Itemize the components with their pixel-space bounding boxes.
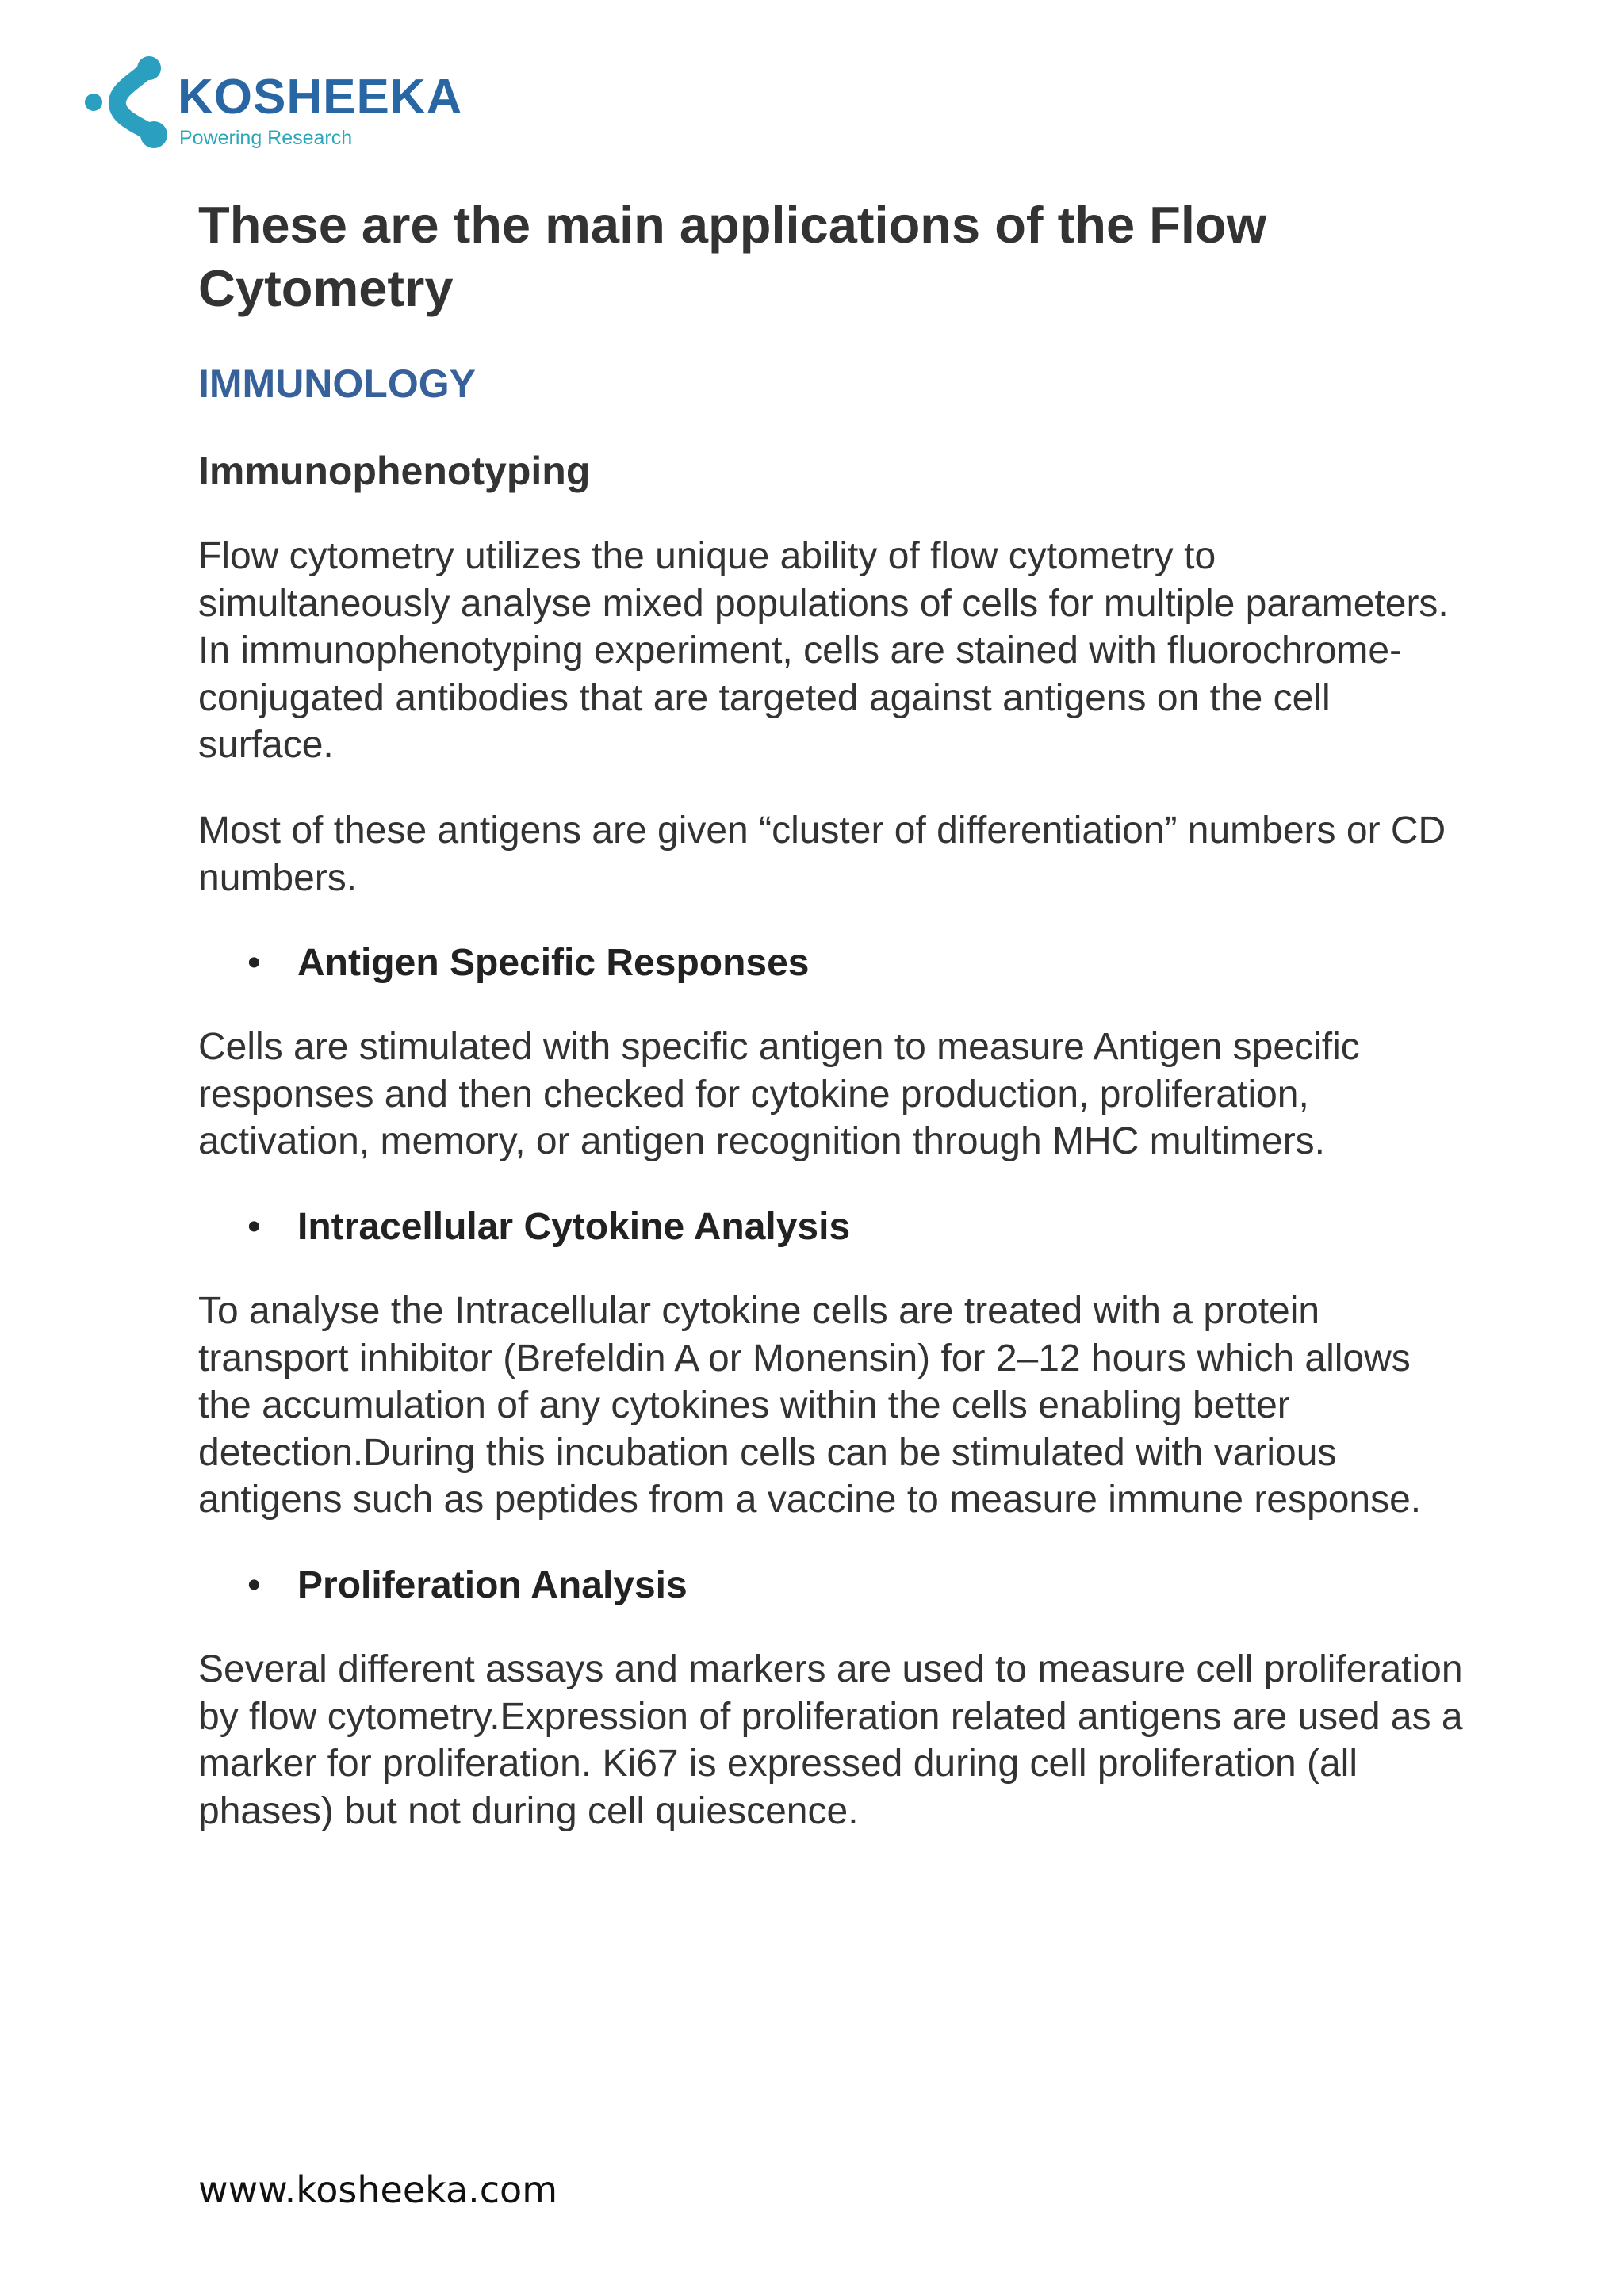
section-title: IMMUNOLOGY [198, 362, 476, 406]
footer-url: www.kosheeka.com [198, 2168, 558, 2211]
bullet-paragraph: Several different assays and markers are used to measure cell proliferation by flow cytometry.Expression of proliferation related antigens are used as a marker for proliferation. Ki67 is expressed during cell proliferation (all phases) but not during cell quiescence. [198, 1647, 1463, 1832]
bullet-heading [198, 1562, 1467, 1609]
subsection-title: Immunophenotyping [198, 449, 591, 493]
bullet-paragraph: To analyse the Intracellular cytokine cells are treated with a protein transport inhibitor (Brefeldin A or Monensin) for 2–12 hours which allows the accumulation of any cytokines within the cells enabling better detection.During this incubation cells can be stimulated with various antigens such as peptides from a vaccine to measure immune response. [198, 1289, 1422, 1521]
brand-name: KOSHEEKA [178, 70, 463, 124]
bullet-paragraph: Cells are stimulated with specific antigen to measure Antigen specific responses and then checked for cytokine production, proliferation, activation, memory, or antigen recognition through MHC multimers. [198, 1026, 1360, 1163]
bullet-heading-text: Proliferation Analysis [297, 1563, 688, 1606]
page-title: These are the main applications of the Flow Cytometry [198, 196, 1267, 317]
brand-tagline: Powering Research [179, 127, 353, 149]
brand-logo [78, 52, 490, 155]
bullet-heading-text: Antigen Specific Responses [297, 942, 810, 985]
intro-paragraph: Most of these antigens are given “cluster of differentiation” numbers or CD numbers. [198, 809, 1446, 899]
bullet-marker: • [247, 1563, 261, 1606]
bullet-heading [198, 939, 1467, 987]
bullet-marker: • [247, 1205, 261, 1248]
bullet-marker: • [247, 942, 261, 985]
bullet-heading-text: Intracellular Cytokine Analysis [297, 1205, 851, 1248]
bullet-heading [198, 1203, 1467, 1251]
intro-paragraph: Flow cytometry utilizes the unique ability of flow cytometry to simultaneously analyse mixed populations of cells for multiple parameters. In immunophenotyping experiment, cells are stained with fluorochrome-conjugated antibodies that are targeted against antigens on the cell surface. [198, 535, 1449, 767]
document-body [198, 193, 1467, 1873]
kosheeka-logo-mark-icon [78, 52, 181, 155]
